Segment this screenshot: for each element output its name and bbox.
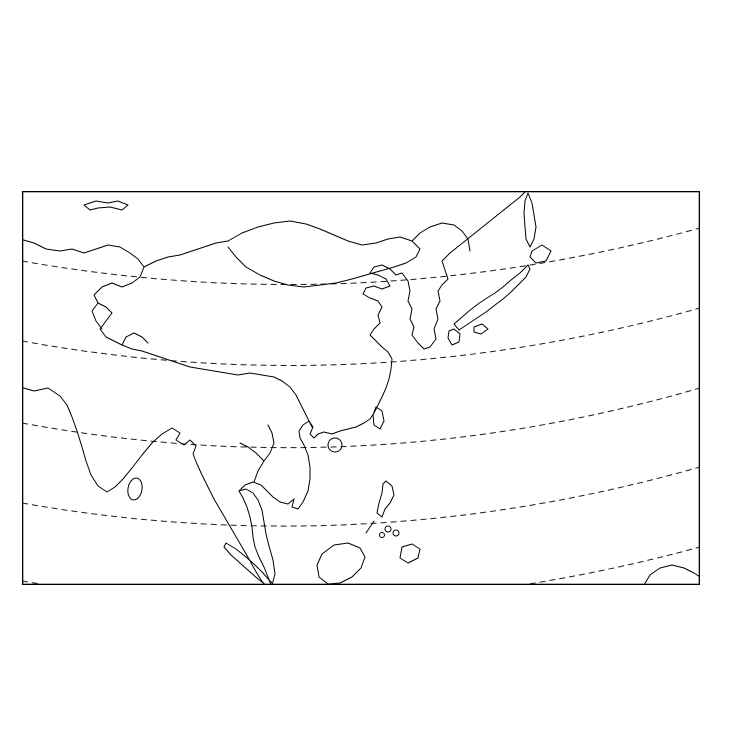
map-background xyxy=(22,191,700,585)
forecast-map xyxy=(22,191,700,585)
